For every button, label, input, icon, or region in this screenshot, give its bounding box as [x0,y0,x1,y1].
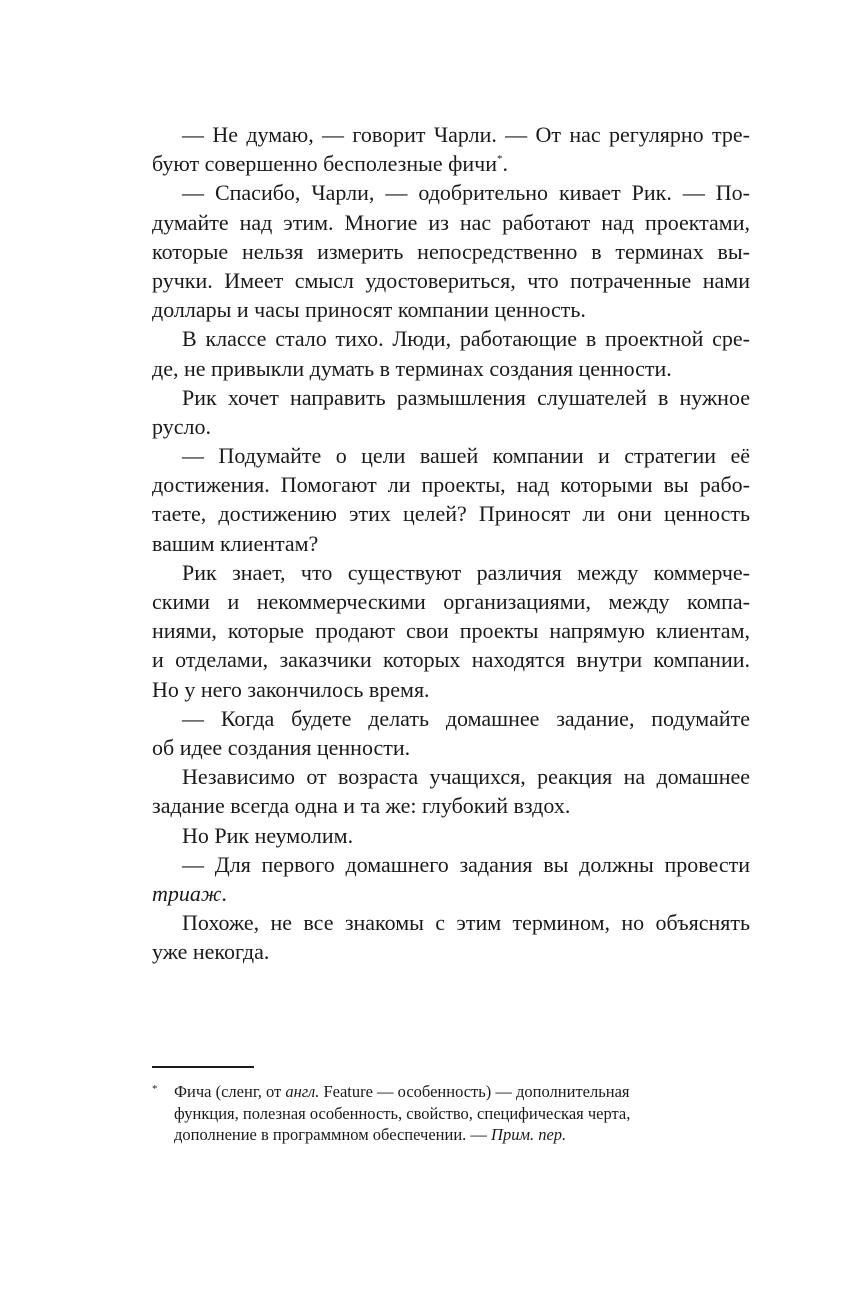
text-line: ручки. Имеет смысл удостовериться, что потраченные нами [152,267,750,293]
footnote-divider [152,1066,254,1068]
text-line: доллары и часы приносят компании ценность. [152,297,586,323]
text-line: Похоже, не все знакомы с этим термином, но объяснять [182,910,750,936]
text-line: Но у него закончилось время. [152,676,430,702]
text-line: — Спасибо, Чарли, — одобрительно кивает Рик. — По- [182,180,750,206]
text-line: уже некогда. [152,939,270,965]
text-fragment: буют совершенно бесполезные фичи [152,151,498,177]
paragraph [152,821,750,850]
text-fragment: Фича (сленг, от [174,1082,286,1101]
paragraph [152,383,750,441]
text-line: скими и некоммерческими организациями, между компа- [152,589,750,614]
text-line: В классе стало тихо. Люди, работающие в проектной сре- [182,326,750,352]
italic-term: Прим. пер. [491,1125,567,1144]
paragraph [152,120,750,178]
text-line: об идее создания ценности. [152,734,411,760]
footnote-marker: * [497,153,503,166]
text-line: таете, достижению этих целей? Приносят ли они ценность [152,501,750,527]
text-line: которые нельзя измерить непосредственно в терминах вы- [152,238,750,264]
paragraph [152,558,750,704]
text-line: — Не думаю, — говорит Чарли. — От нас регулярно тре- [182,122,750,147]
italic-term: англ. [285,1082,320,1101]
paragraph [152,908,750,966]
main-text [152,120,750,966]
text-line: думайте над этим. Многие из нас работают над проектами, [152,209,750,235]
text-fragment: дополнение в программном обеспечении. — [174,1125,492,1144]
text-line: задание всегда одна и та же: глубокий вздох. [152,793,571,819]
text-line: Рик хочет направить размышления слушателей в нужное [182,384,750,410]
text-fragment: . [221,880,227,906]
text-line [152,879,750,908]
text-fragment: . [502,151,509,177]
footnote-line: функция, полезная особенность, свойство, специфическая черта, [174,1103,631,1123]
footnote [152,1081,712,1146]
text-line: Независимо от возраста учащихся, реакция на домашнее [182,764,750,790]
paragraph [152,762,750,820]
footnote-text [174,1081,712,1146]
text-line: достижения. Помогают ли проекты, над которыми вы рабо- [152,472,750,498]
paragraph [152,441,750,558]
text-line: Но Рик неумолим. [182,822,354,848]
paragraph [152,850,750,908]
italic-term: триаж [152,880,222,906]
text-line: — Подумайте о цели вашей компании и стратегии её [182,443,750,469]
text-line: Рик знает, что существуют различия между коммерче- [182,559,750,585]
text-line: ниями, которые продают свои проекты напрямую клиентам, [152,618,750,644]
text-line: — Когда будете делать домашнее задание, подумайте [182,705,750,731]
paragraph [152,704,750,762]
text-line: — Для первого домашнего задания вы должны провести [182,851,750,877]
text-line: де, не привыкли думать в терминах создания ценности. [152,355,672,381]
paragraph [152,324,750,382]
footnote-line [174,1081,712,1103]
text-line: русло. [152,413,211,439]
footnote-line [174,1124,712,1146]
paragraph [152,178,750,324]
text-line: вашим клиентам? [152,530,319,556]
text-fragment: Feature — особенность) — дополнительная [319,1082,630,1101]
footnote-marker: * [152,1083,158,1095]
text-line [152,149,750,178]
text-line: и отделами, заказчики которых находятся внутри компании. [152,647,750,673]
